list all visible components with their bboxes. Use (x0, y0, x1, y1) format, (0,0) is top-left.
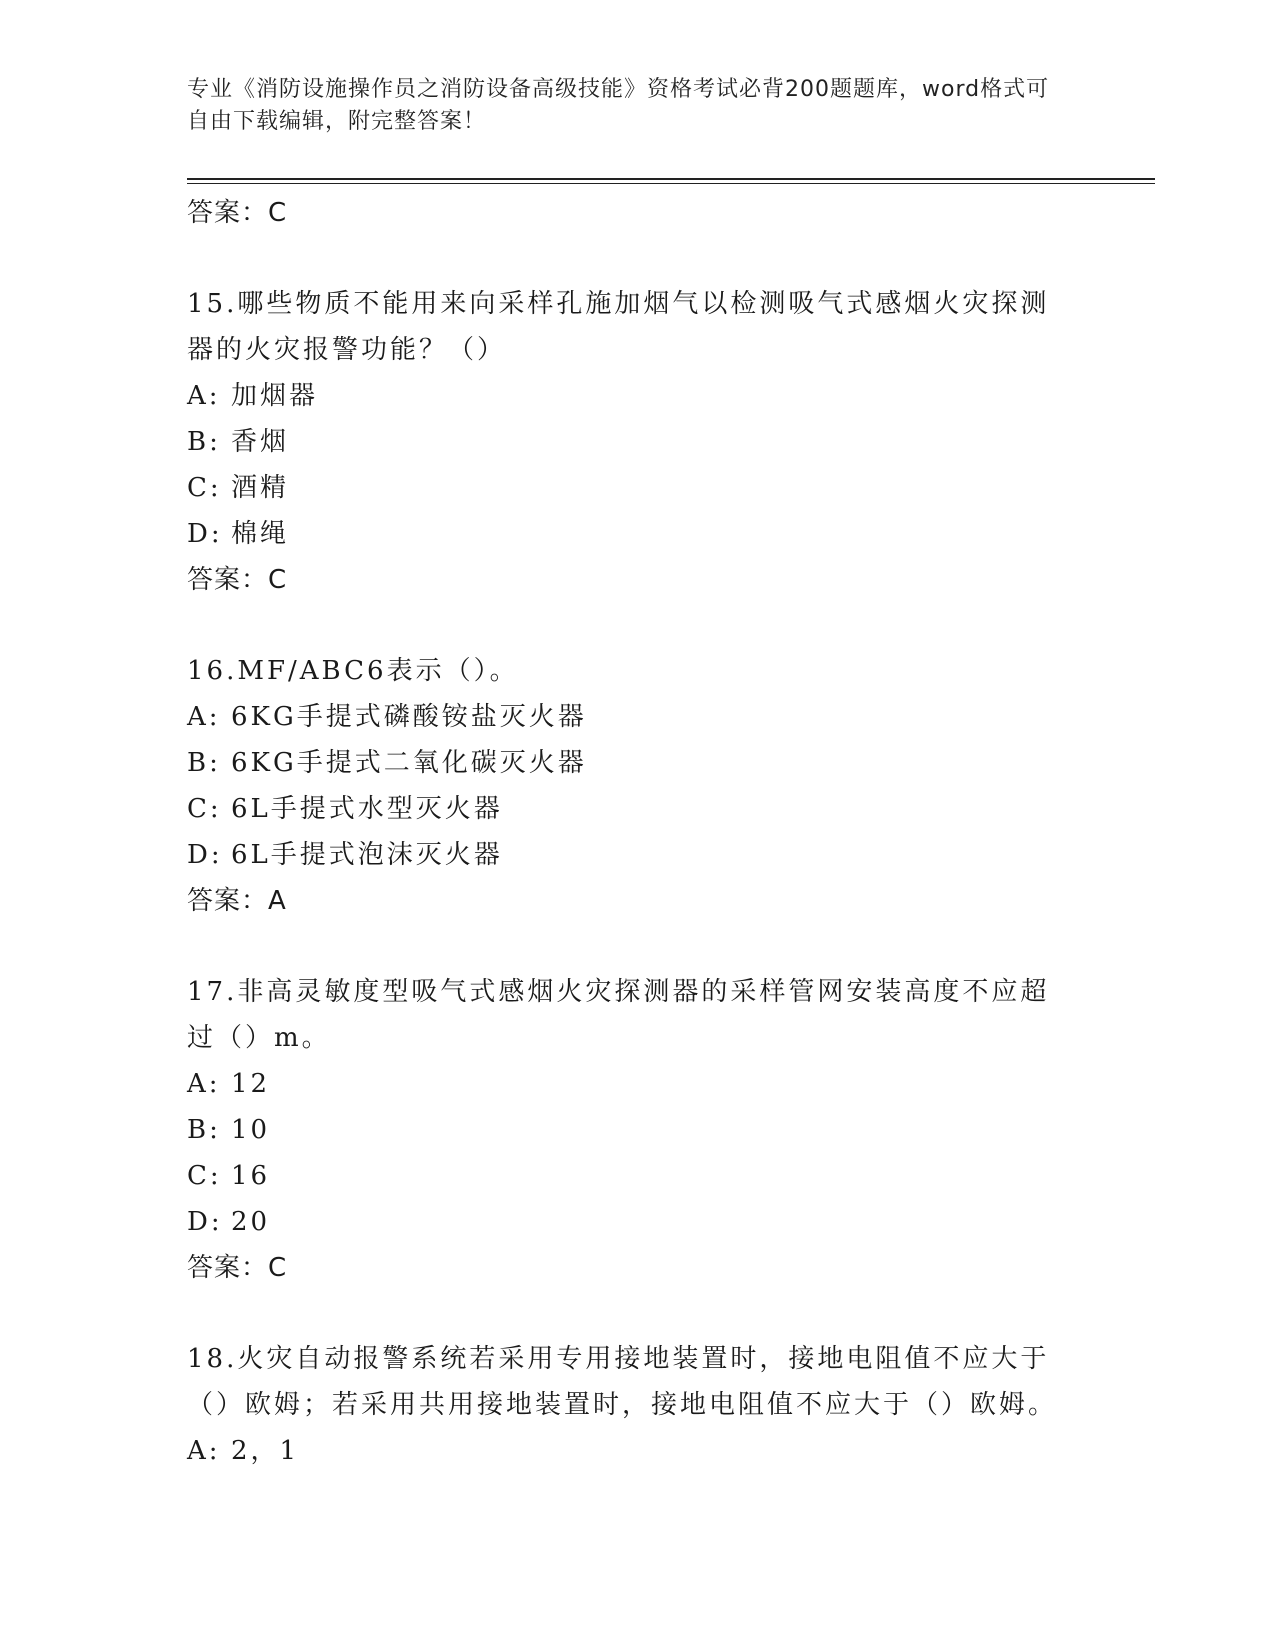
question-block (187, 281, 1087, 603)
answer-line: 答案：C (187, 565, 288, 595)
question-block (187, 969, 1087, 1291)
option-d (187, 1199, 1087, 1245)
option-label: C: (187, 794, 222, 824)
option-label: B: (187, 748, 221, 778)
option-text: 酒精 (231, 473, 290, 503)
option-c (187, 1153, 1087, 1199)
question-block (187, 1336, 1087, 1474)
question-text: 17.非高灵敏度型吸气式感烟火灾探测器的采样管网安装高度不应超过（）m。 (187, 977, 1050, 1053)
option-a (187, 373, 1087, 419)
option-label: A: (187, 1069, 221, 1099)
option-label: A: (187, 1436, 221, 1466)
option-text: 12 (231, 1069, 271, 1099)
option-label: A: (187, 702, 221, 732)
answer-line: 答案：C (187, 1253, 288, 1283)
option-c (187, 786, 1087, 832)
option-b (187, 419, 1087, 465)
option-label: A: (187, 381, 221, 411)
option-c (187, 465, 1087, 511)
answer-line: 答案：C (187, 198, 288, 228)
option-label: B: (187, 427, 221, 457)
option-b (187, 1107, 1087, 1153)
option-a (187, 1061, 1087, 1107)
option-label: D: (187, 840, 223, 870)
option-text: 6L手提式泡沫灭火器 (231, 840, 503, 870)
option-d (187, 832, 1087, 878)
option-text: 20 (231, 1207, 271, 1237)
question-text: 18.火灾自动报警系统若采用专用接地装置时，接地电阻值不应大于（）欧姆；若采用共用接地装置时，接地电阻值不应大于（）欧姆。 (187, 1344, 1058, 1420)
option-b (187, 740, 1087, 786)
option-text: 加烟器 (231, 381, 319, 411)
option-label: D: (187, 519, 223, 549)
option-label: C: (187, 473, 222, 503)
option-a (187, 1428, 1087, 1474)
option-text: 16 (231, 1161, 271, 1191)
option-text: 2，1 (231, 1436, 300, 1466)
option-text: 棉绳 (231, 519, 290, 549)
question-text: 15.哪些物质不能用来向采样孔施加烟气以检测吸气式感烟火灾探测器的火灾报警功能？（） (187, 289, 1050, 365)
option-text: 香烟 (231, 427, 290, 457)
answer-line: 答案：A (187, 886, 287, 916)
question-list (187, 190, 1087, 1474)
question-text: 16.MF/ABC6表示（）。 (187, 656, 519, 686)
option-label: C: (187, 1161, 222, 1191)
option-text: 6KG手提式磷酸铵盐灭火器 (231, 702, 587, 732)
question-block (187, 648, 1087, 924)
option-label: D: (187, 1207, 223, 1237)
header-divider-thin (187, 183, 1155, 184)
option-text: 6KG手提式二氧化碳灭火器 (231, 748, 587, 778)
option-text: 6L手提式水型灭火器 (231, 794, 503, 824)
option-text: 10 (231, 1115, 271, 1145)
option-label: B: (187, 1115, 221, 1145)
document-header: 专业《消防设施操作员之消防设备高级技能》资格考试必背200题题库，word格式可自由下载编辑，附完整答案！ (187, 77, 1050, 134)
option-a (187, 694, 1087, 740)
option-d (187, 511, 1087, 557)
header-divider-thick (187, 178, 1155, 180)
